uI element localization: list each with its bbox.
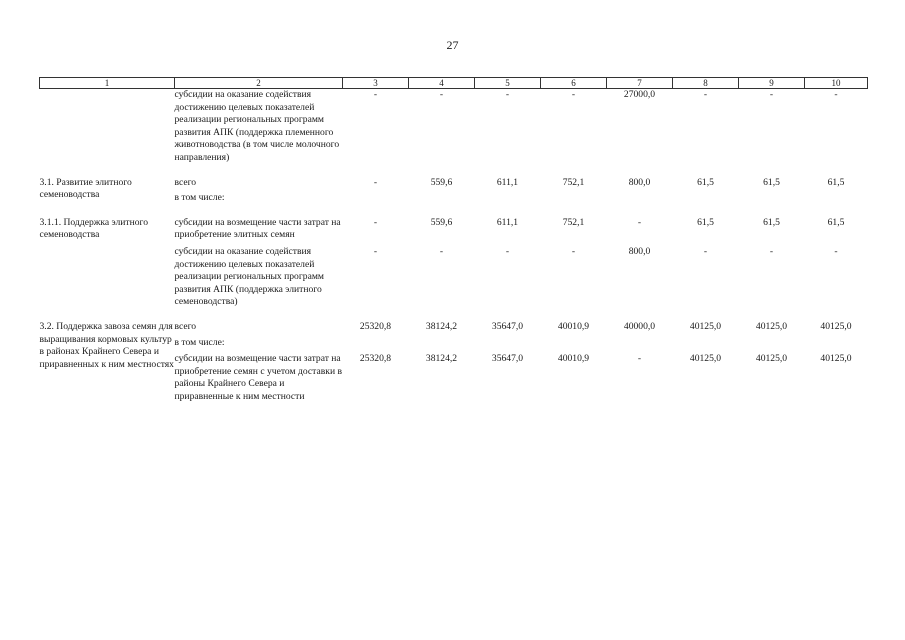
value-cell: 40125,0 [755,320,788,332]
value-cell [343,189,409,205]
program-funding-table [39,77,868,403]
value-cell [409,189,475,205]
program-item-name [40,89,175,165]
program-item-name: 3.1. Развитие элитного семеноводства [39,176,132,201]
value-cell: 25320,8 [359,320,392,332]
value-cell: - [769,245,774,257]
table-row [40,177,868,190]
page-number: 27 [446,38,459,52]
program-item-name: 3.2. Поддержка завоза семян для выращивания кормовых культур в районах Крайнего Севера и приравненных к ним местностях [39,320,174,370]
value-cell: 40125,0 [689,320,722,332]
value-cell: - [505,245,510,257]
value-cell: 25320,8 [359,353,392,365]
value-cell: - [834,89,838,100]
value-cell: 61,5 [827,176,845,188]
funding-source: в том числе: [174,192,225,204]
value-cell: - [439,245,444,257]
value-cell: 27000,0 [623,89,656,100]
column-header: 3 [343,78,409,89]
column-header: 6 [541,78,607,89]
value-cell: 611,1 [496,176,519,188]
value-cell: 61,5 [697,216,714,228]
value-cell [607,189,673,205]
column-header: 1 [40,78,175,89]
value-cell: - [637,353,642,365]
value-cell: 800,0 [628,176,651,188]
value-cell: - [571,245,576,257]
funding-source: всего [174,320,197,332]
value-cell: - [373,216,378,228]
value-cell [739,334,805,350]
value-cell: - [769,89,774,100]
program-item-name [40,246,175,309]
value-cell: 38124,2 [425,353,458,365]
column-header: 8 [673,78,739,89]
value-cell: - [373,176,378,188]
column-header: 10 [805,78,868,89]
column-header: 5 [475,78,541,89]
value-cell: 611,1 [496,216,519,228]
value-cell: 40125,0 [820,353,852,365]
value-cell [673,189,739,205]
value-cell: 35647,0 [491,320,524,332]
value-cell: 40010,9 [557,320,590,332]
column-header: 9 [739,78,805,89]
value-cell: 40000,0 [623,320,656,332]
value-cell [475,334,541,350]
funding-source: в том числе: [174,336,225,348]
table-row [40,217,868,242]
column-header: 2 [175,78,343,89]
value-cell: 559,6 [430,176,453,188]
value-cell: 61,5 [763,176,780,188]
value-cell [343,334,409,350]
value-cell: - [703,89,708,100]
value-cell: - [373,89,378,100]
value-cell [607,334,673,350]
value-cell: 752,1 [562,176,585,188]
funding-source: субсидии на оказание содействия достижению целевых показателей реализации региональных программ развития АПК (поддержка элитного семеноводства) [174,245,324,308]
value-cell [805,334,868,350]
value-cell: 752,1 [562,216,585,228]
funding-source: субсидии на возмещение части затрат на приобретение элитных семян [174,216,341,241]
value-cell: - [703,245,708,257]
column-number-header [40,78,868,89]
value-cell: - [834,245,838,257]
funding-source: всего [174,176,197,188]
column-header: 7 [607,78,673,89]
value-cell: 40125,0 [689,353,722,365]
value-cell [739,189,805,205]
value-cell: 61,5 [697,176,714,188]
value-cell: 35647,0 [491,353,524,365]
value-cell [409,334,475,350]
value-cell: - [439,89,444,100]
funding-source: субсидии на оказание содействия достижению целевых показателей реализации региональных программ развития АПК (поддержка племенного животноводства (в том числе молочного направления) [174,89,340,163]
value-cell: - [571,89,576,100]
value-cell: 40010,9 [557,353,590,365]
value-cell: 38124,2 [425,320,458,332]
value-cell: 40125,0 [820,320,852,332]
value-cell [541,189,607,205]
program-item-name: 3.1.1. Поддержка элитного семеноводства [39,216,149,241]
value-cell: 40125,0 [755,353,788,365]
value-cell [475,189,541,205]
value-cell [805,189,868,205]
value-cell: - [373,245,378,257]
column-header: 4 [409,78,475,89]
value-cell: - [505,89,510,100]
value-cell: 800,0 [628,245,651,257]
table-row [40,246,868,309]
value-cell: - [637,216,642,228]
value-cell [541,334,607,350]
value-cell: 559,6 [430,216,453,228]
value-cell: 61,5 [763,216,780,228]
table-row [40,321,868,334]
table-row [40,89,868,165]
funding-source: субсидии на возмещение части затрат на приобретение семян с учетом доставки в районы Крайнего Севера и приравненные к ним местности [174,353,343,402]
value-cell: 61,5 [827,216,845,228]
value-cell [673,334,739,350]
